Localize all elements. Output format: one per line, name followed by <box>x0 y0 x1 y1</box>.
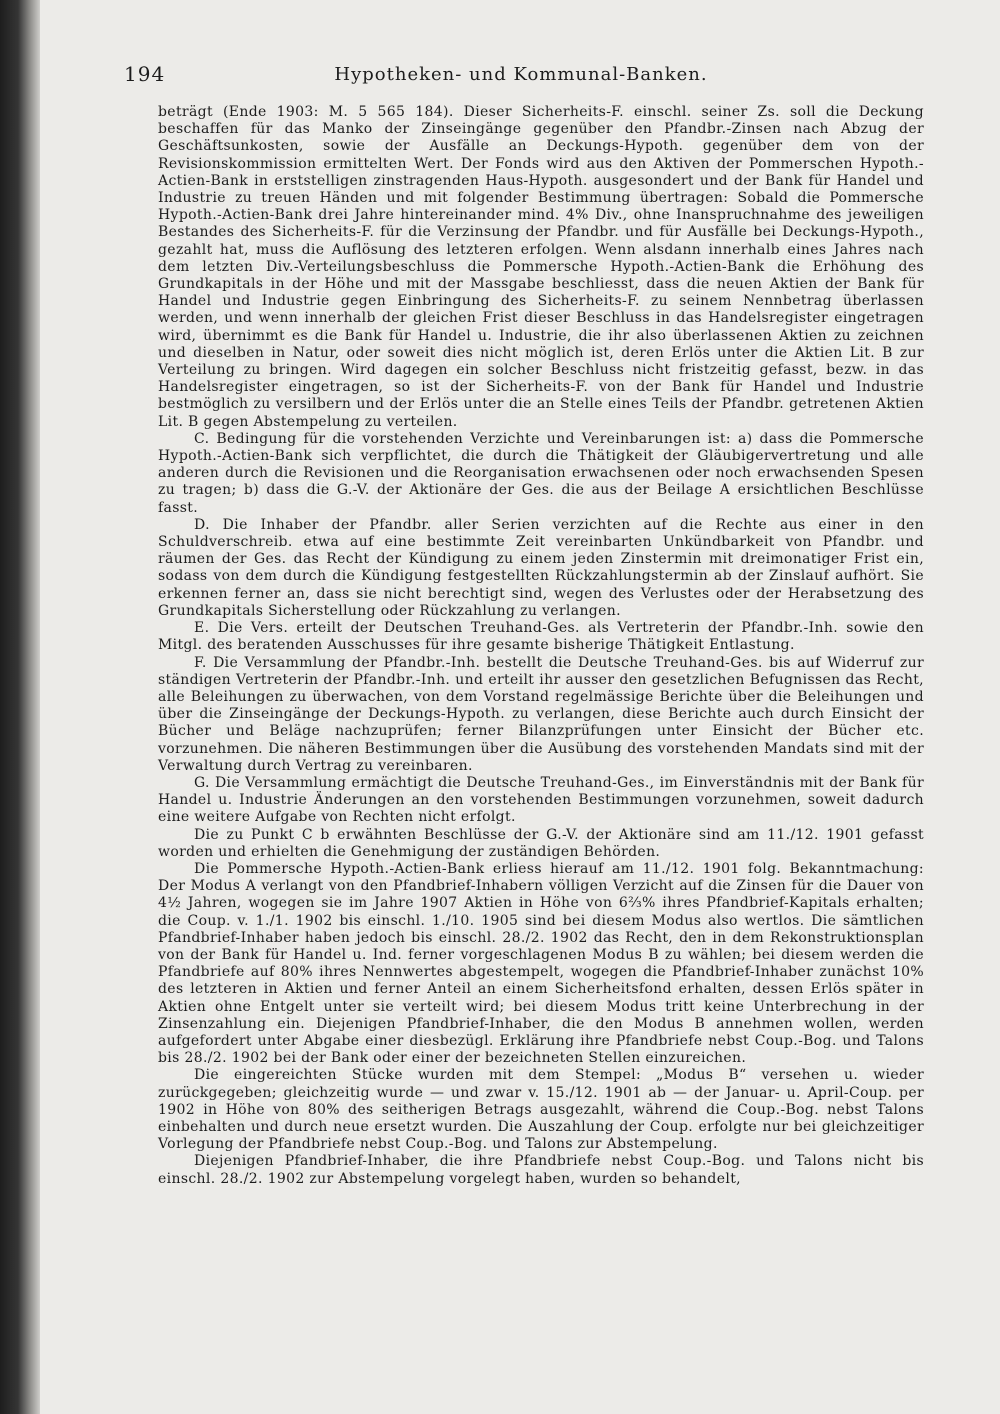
paragraph: Die eingereichten Stücke wurden mit dem Stempel: „Modus B“ versehen u. wieder zurückgegeben; gleichzeitig wurde — und zwar v. 15./12. 1901 ab — der Januar- u. April-Coup. per 1902 in Höhe von 80% des seitherigen Betrags ausgezahlt, während die Coup.-Bog. nebst Talons einbehalten und durch neue ersetzt wurden. Die Auszahlung der Coup. erfolgte nur bei gleichzeitiger Vorlegung der Pfandbriefe nebst Coup.-Bog. und Talons zur Abstempelung. <box>158 1067 924 1153</box>
paragraph: C. Bedingung für die vorstehenden Verzichte und Vereinbarungen ist: a) dass die Pommersche Hypoth.-Actien-Bank sich verpflichtet, die durch die Thätigkeit der Gläubigervertretung und alle anderen durch die Revisionen und die Reorganisation erwachsenen oder noch erwachsenden Spesen zu tragen; b) dass die G.-V. der Aktionäre der Ges. die aus der Beilage A ersichtlichen Beschlüsse fasst. <box>158 430 924 516</box>
paragraph: Diejenigen Pfandbrief-Inhaber, die ihre Pfandbriefe nebst Coup.-Bog. und Talons nicht bis einschl. 28./2. 1902 zur Abstempelung vorgelegt haben, wurden so behandelt, <box>158 1153 924 1187</box>
paragraph: F. Die Versammlung der Pfandbr.-Inh. bestellt die Deutsche Treuhand-Ges. bis auf Widerruf zur ständigen Vertreterin der Pfandbr.-Inh. und erteilt ihr ausser den gesetzlichen Befugnissen das Recht, alle Beleihungen zu überwachen, von dem Vorstand regelmässige Berichte über die Beleihungen und über die Zinseingänge der Deckungs-Hypoth. zu verlangen, diese Berichte auch durch Einsicht der Bücher und Beläge nachzuprüfen; ferner Bilanzprüfungen unter Einsicht der Bücher etc. vorzunehmen. Die näheren Bestimmungen über die Ausübung des vorstehenden Mandats sind mit der Verwaltung durch Vertrag zu vereinbaren. <box>158 654 924 774</box>
book-spine-shadow <box>0 0 40 1414</box>
paragraph: G. Die Versammlung ermächtigt die Deutsche Treuhand-Ges., im Einverständnis mit der Bank für Handel u. Industrie Änderungen an den vorstehenden Bestimmungen vorzunehmen, soweit dadurch eine weitere Aufgabe von Rechten nicht erfolgt. <box>158 774 924 826</box>
page-number: 194 <box>124 62 166 86</box>
running-head <box>118 62 924 88</box>
paragraph: beträgt (Ende 1903: M. 5 565 184). Dieser Sicherheits-F. einschl. seiner Zs. soll die Deckung beschaffen für das Manko der Zinseingänge gegenüber den Pfandbr.-Zinsen nach Abzug der Geschäftsunkosten, sowie der Ausfälle an Deckungs-Hypoth. gegenüber dem von der Revisionskommission ermittelten Wert. Der Fonds wird aus den Aktiven der Pommerschen Hypoth.-Actien-Bank in erststelligen zinstragenden Haus-Hypoth. ausgesondert und der Bank für Handel und Industrie zu treuen Händen und mit folgender Bestimmung übertragen: Sobald die Pommersche Hypoth.-Actien-Bank drei Jahre hintereinander mind. 4% Div., ohne Inanspruchnahme des jeweiligen Bestandes des Sicherheits-F. für die Verzinsung der Pfandbr. und für Ausfälle bei Deckungs-Hypoth., gezahlt hat, muss die Auflösung des letzteren erfolgen. Wenn alsdann innerhalb eines Jahres nach dem letzten Div.-Verteilungsbeschluss die Pommersche Hypoth.-Actien-Bank die Erhöhung des Grundkapitals in der Höhe und mit der Massgabe beschliesst, dass die neuen Aktien der Bank für Handel und Industrie gegen Einbringung des Sicherheits-F. zu seinem Nennbetrag überlassen werden, und wenn innerhalb der gleichen Frist dieser Beschluss in das Handelsregister eingetragen wird, übernimmt es die Bank für Handel u. Industrie, die ihr also überlassenen Aktien zu zeichnen und dieselben in Natur, oder soweit dies nicht möglich ist, deren Erlös unter die Aktien Lit. B zur Verteilung zu bringen. Wird dagegen ein solcher Beschluss nicht fristzeitig gefasst, bezw. in das Handelsregister eingetragen, so ist der Sicherheits-F. von der Bank für Handel und Industrie bestmöglich zu versilbern und der Erlös unter die an Stelle eines Teils der Pfandbr. getretenen Aktien Lit. B gegen Abstempelung zu verteilen. <box>158 104 924 430</box>
paragraph: Die Pommersche Hypoth.-Actien-Bank erliess hierauf am 11./12. 1901 folg. Bekanntmachung: Der Modus A verlangt von den Pfandbrief-Inhabern völligen Verzicht auf die Zinsen für die Dauer von 4½ Jahren, wogegen sie im Jahre 1907 Aktien in Höhe von 6⅔% ihres Pfandbrief-Kapitals erhalten; die Coup. v. 1./1. 1902 bis einschl. 1./10. 1905 sind bei diesem Modus also wertlos. Die sämtlichen Pfandbrief-Inhaber haben jedoch bis einschl. 28./2. 1902 das Recht, den in dem Rekonstruktionsplan von der Bank für Handel u. Ind. ferner vorgeschlagenen Modus B zu wählen; bei diesem werden die Pfandbriefe auf 80% ihres Nennwertes abgestempelt, wogegen die Pfandbrief-Inhaber zunächst 10% des letzteren in Aktien und ferner Anteil an einem Sicherheitsfond erhalten, dessen Erlös später in Aktien ohne Entgelt unter sie verteilt wird; bei diesem Modus tritt keine Unterbrechung in der Zinsenzahlung ein. Diejenigen Pfandbrief-Inhaber, die den Modus B annehmen wollen, werden aufgefordert unter Abgabe einer diesbezügl. Erklärung ihre Pfandbriefe nebst Coup.-Bog. und Talons bis 28./2. 1902 bei der Bank oder einer der bezeichneten Stellen einzureichen. <box>158 860 924 1067</box>
paragraph: E. Die Vers. erteilt der Deutschen Treuhand-Ges. als Vertreterin der Pfandbr.-Inh. sowie den Mitgl. des beratenden Ausschusses für ihre gesamte bisherige Thätigkeit Entlastung. <box>158 620 924 654</box>
paragraph: D. Die Inhaber der Pfandbr. aller Serien verzichten auf die Rechte aus einer in den Schuldverschreib. etwa auf eine bestimmte Zeit vereinbarten Unkündbarkeit von Pfandbr. und räumen der Ges. das Recht der Kündigung zu einem jeden Zinstermin mit dreimonatiger Frist ein, sodass von dem durch die Kündigung festgestellten Rückzahlungstermin ab der Zinslauf aufhört. Sie erkennen ferner an, dass sie nicht berechtigt sind, wegen des Verlustes oder der Herabsetzung des Grundkapitals Sicherstellung oder Rückzahlung zu verlangen. <box>158 516 924 619</box>
paragraph: Die zu Punkt C b erwähnten Beschlüsse der G.-V. der Aktionäre sind am 11./12. 1901 gefasst worden und erhielten die Genehmigung der zuständigen Behörden. <box>158 826 924 860</box>
body-text <box>158 104 924 1188</box>
running-title: Hypotheken- und Kommunal-Banken. <box>334 64 708 85</box>
